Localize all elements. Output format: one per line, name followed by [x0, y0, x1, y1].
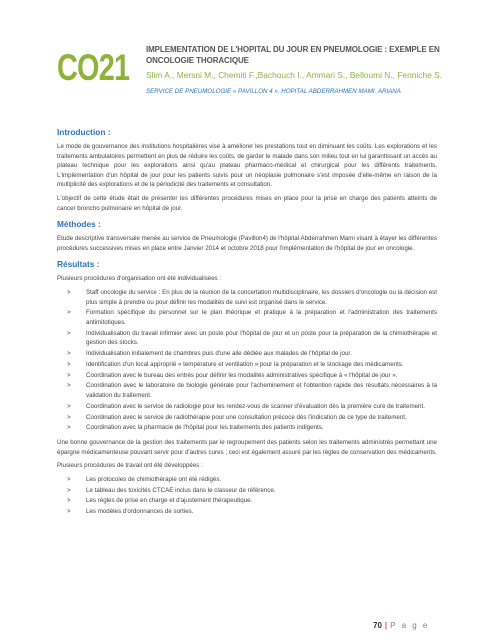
author-list: Slim A., Mersni M., Chemiti F.,Bachouch I., Ammari S., Belloumi N., Fenniche S.	[146, 70, 443, 80]
resultats-heading: Résultats :	[57, 259, 100, 270]
abstract-title: IMPLEMENTATION DE L'HOPITAL DU JOUR EN PNEUMOLOGIE : EXEMPLE EN ONCOLOGIE THORACIQUE	[146, 45, 440, 65]
abstract-body	[57, 127, 437, 518]
introduction-heading: Introduction :	[57, 127, 111, 137]
arrow-bullet-icon: >	[67, 424, 71, 432]
arrow-bullet-icon: >	[67, 475, 71, 483]
arrow-bullet-icon: >	[67, 309, 71, 317]
arrow-bullet-icon: >	[67, 402, 71, 410]
resultats-intro-2: Plusieurs procédures de travail ont été développées :	[57, 462, 203, 470]
introduction-paragraph-1: Le mode de gouvernance des institutions hospitalières vise à améliorer les prestations tout en diminuant les coûts. Les explorations et les traitements ambulatoires permettent en plus de réduire les coûts, de garder le malade dans son milieu tout en lui garantissant un accès au plateau technique pour les explorations ainsi qu'au plateau pharmaco-médical et chirurgical pour les différents traitements. L'implémentation d'un hôpital de jour pour les patients suivis pour un néoplasie pulmonaire s'est imposée d'elle-même en raison de la multiplicité des explorations et de la périodicité des traitements et consultation.	[57, 143, 437, 189]
work-procedures-list	[57, 475, 437, 517]
list-item: > Coordination avec la pharmacie de l'hôpital pour les traitements des patients indigents.	[67, 424, 324, 432]
arrow-bullet-icon: >	[67, 371, 71, 379]
list-item: > Les modèles d'ordonnances de sorties.	[67, 508, 194, 516]
list-item: > Coordination avec le service de radiothérapie pour une consultation précoce dès l'indication de ce type de traitement.	[67, 413, 407, 421]
arrow-bullet-icon: >	[67, 360, 71, 368]
page-label: P a g e	[390, 621, 430, 630]
abstract-header	[57, 44, 457, 114]
page-footer	[373, 621, 429, 630]
list-item: > Individualisation du travail infirmier avec un poste pour l'hôpital de jour et un poste pour la préparation de la chimiothérapie et gestion des stocks.	[67, 329, 437, 347]
arrow-bullet-icon: >	[67, 497, 71, 505]
list-item: > Individualisation initialement de chambres puis d'une aile dédiée aux malades de l'hôpital de jour.	[67, 350, 352, 358]
methodes-paragraph: Etude descriptive transversale menée au service de Pneumologie (Pavillon4) de l'hôpital Abderrahmen Mami visant à étayer les différentes procédures successives mises en place entre Janvier 2014 et octobre 2018 pour l'implémentation de l'hôpital de jour en oncologie.	[57, 235, 437, 252]
arrow-bullet-icon: >	[67, 413, 71, 421]
list-item: > Coordination avec le bureau des entrés pour définir les modalités administratives spécifique à « l'hôpital de jour ».	[67, 371, 398, 379]
abstract-code: CO21	[57, 47, 130, 88]
arrow-bullet-icon: >	[67, 508, 71, 516]
list-item: > Coordination avec le laboratoire de biologie générale pour l'acheminement et l'obtention rapide des résultats nécessaires à la validation du traitement.	[67, 382, 437, 399]
list-item: > Staff oncologie du service : En plus de la réunion de la concertation multidisciplinaire, les dossiers d'oncologie ou la décision est plus simple à prendre ou pour définir les modalités de suivi est organisé dans le service.	[67, 288, 437, 306]
arrow-bullet-icon: >	[67, 382, 71, 390]
arrow-bullet-icon: >	[67, 350, 71, 358]
affiliation: SERVICE DE PNEUMOLOGIE « PAVILLON 4 ». HOPITAL ABDERRAHMEN MAMI. ARIANA	[146, 88, 401, 95]
list-item: > Les protocoles de chimiothérapie ont été rédigés.	[67, 475, 222, 483]
arrow-bullet-icon: >	[67, 329, 71, 337]
list-item: > Le tableau des toxicités CTCAE inclus dans le classeur de référence.	[67, 486, 276, 494]
resultats-intro: Plusieurs procédures d'organisation ont été individualisées :	[57, 275, 222, 283]
list-item: > Formation spécifique du personnel sur le plan théorique et pratique à la préparation et l'administration des traitements antimitotiques.	[67, 309, 437, 326]
header-text-block	[146, 44, 456, 96]
arrow-bullet-icon: >	[67, 288, 71, 296]
introduction-paragraph-2: L'objectif de cette étude était de présenter les différentes procédures mises en place pour la prise en charge des patients atteints de cancer broncho pulmonaire en hôpital de jour.	[57, 194, 437, 212]
list-item: > Coordination avec le service de radiologie pour les rendez-vous de scanner d'évaluation dès la première cure de traitement.	[67, 402, 425, 410]
arrow-bullet-icon: >	[67, 486, 71, 494]
list-item: > Les règles de prise en charge et d'ajustement thérapeutique.	[67, 497, 253, 505]
footer-separator: |	[384, 621, 388, 630]
page-number: 70	[373, 621, 382, 630]
organisation-procedures-list	[57, 288, 437, 433]
resultats-paragraph-2: Une bonne gouvernance de la gestion des traitements par le regroupement des patients selon les traitements administrés permettant une épargne médicamenteuse pouvant servir pour d'autres cures ; ceci est également assuré par les règles de conservation des médicaments.	[57, 439, 437, 456]
methodes-heading: Méthodes :	[57, 219, 101, 230]
list-item: > Identification d'un local approprié « température et ventilation » pour la préparation et le stockage des médicaments.	[67, 360, 404, 368]
